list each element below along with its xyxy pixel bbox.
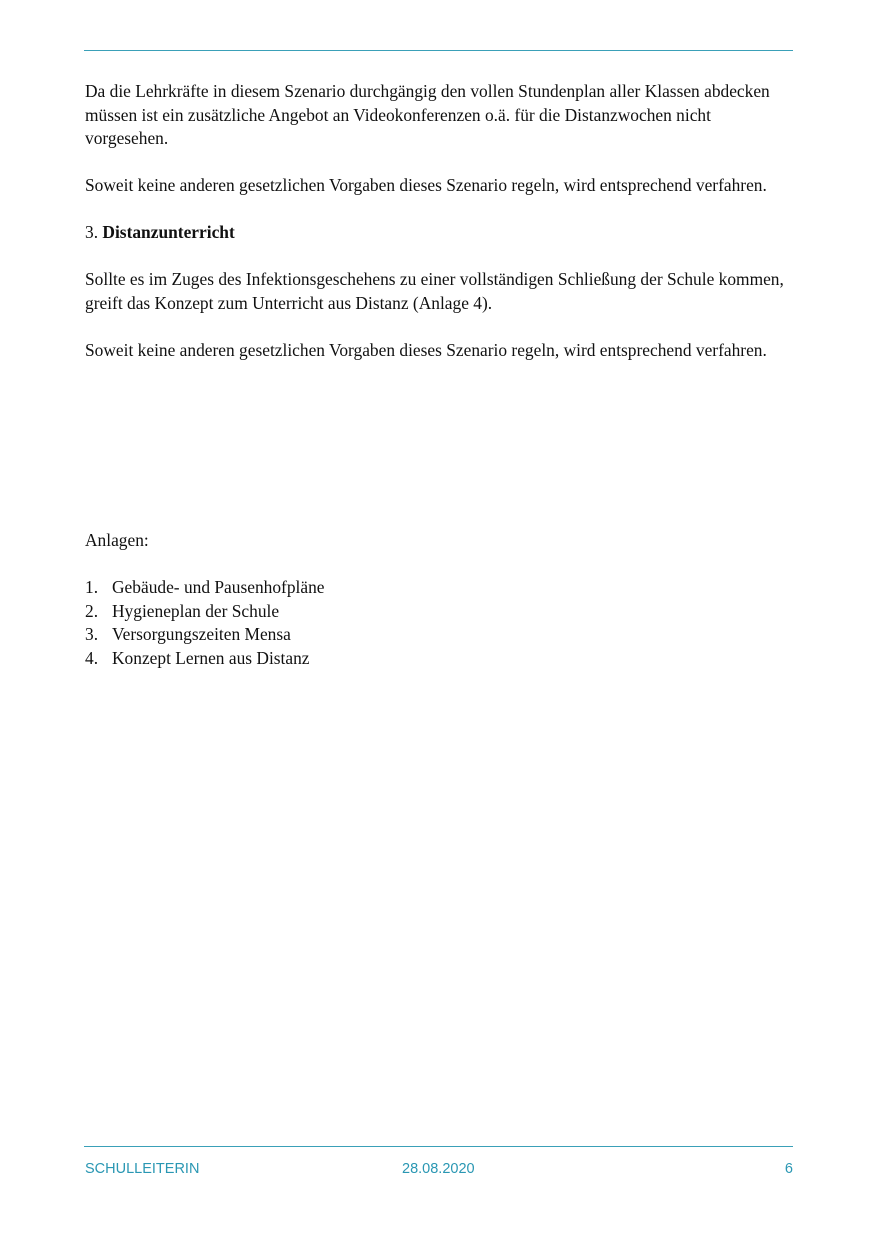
list-item-number: 1. (85, 577, 99, 597)
paragraph-schliessung: Sollte es im Zuges des Infektionsgeschehens zu einer vollständigen Schließung der Schule kommen, greift das Konzept zum Unterricht aus Distanz (Anlage 4). (85, 269, 784, 313)
anlagen-section (85, 529, 795, 670)
page-footer (85, 1161, 793, 1181)
document-body (85, 80, 795, 386)
list-item (85, 647, 795, 671)
list-item (85, 576, 795, 600)
list-item-number: 3. (85, 624, 99, 644)
footer-date: 28.08.2020 (402, 1161, 475, 1177)
header-rule (84, 50, 793, 51)
paragraph-gesetzliche-vorgaben-1: Soweit keine anderen gesetzlichen Vorgaben dieses Szenario regeln, wird entsprechend verfahren. (85, 175, 767, 195)
list-item-text: Hygieneplan der Schule (112, 600, 280, 621)
list-item-text: Konzept Lernen aus Distanz (112, 647, 310, 668)
list-item-text: Versorgungszeiten Mensa (112, 624, 291, 644)
paragraph-videokonferenzen: Da die Lehrkräfte in diesem Szenario durchgängig den vollen Stundenplan aller Klassen abdecken müssen ist ein zusätzliche Angebot an Videokonferenzen o.ä. für die Distanzwochen nicht vorgesehen. (85, 81, 770, 148)
footer-page-number: 6 (784, 1161, 793, 1177)
anlagen-list (85, 576, 795, 670)
paragraph-gesetzliche-vorgaben-2: Soweit keine anderen gesetzlichen Vorgaben dieses Szenario regeln, wird entsprechend verfahren. (85, 339, 767, 360)
footer-author: SCHULLEITERIN (85, 1161, 200, 1177)
section-heading (85, 221, 795, 245)
anlagen-label: Anlagen: (85, 530, 149, 550)
section-number: 3. (85, 222, 99, 242)
list-item-number: 2. (85, 600, 99, 621)
list-item (85, 623, 795, 647)
section-title: Distanzunterricht (102, 222, 235, 242)
list-item-text: Gebäude- und Pausenhofpläne (112, 577, 325, 597)
list-item (85, 600, 795, 624)
list-item-number: 4. (85, 647, 99, 668)
footer-rule (84, 1146, 793, 1147)
